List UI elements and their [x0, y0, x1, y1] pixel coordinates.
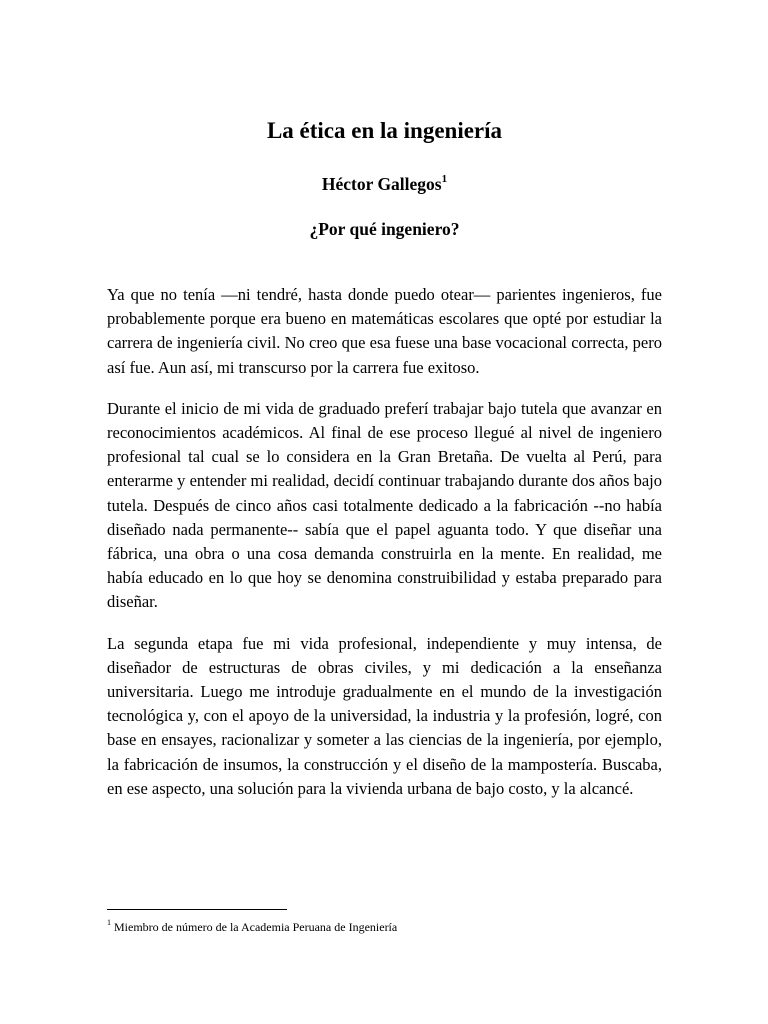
paragraph-3: La segunda etapa fue mi vida profesional, independiente y muy intensa, de diseñador de estructuras de obras civiles, y mi dedicación a la enseñanza universitaria. Luego me introduje gradualmente en el mundo de la investigación tecnológica y, con el apoyo de la universidad, la industria y la profesión, logré, con base en ensayes, racionalizar y someter a las ciencias de la ingeniería, por ejemplo, la fabricación de insumos, la construcción y el diseño de la mampostería. Buscaba, en ese aspecto, una solución para la vivienda urbana de bajo costo, y la alcancé.	[107, 633, 662, 798]
section-heading: ¿Por qué ingeniero?	[309, 219, 460, 239]
footnote-reference[interactable]: 1	[441, 173, 448, 185]
paragraph-1: Ya que no tenía —ni tendré, hasta donde puedo otear— parientes ingenieros, fue probablemente porque era bueno en matemáticas escolares que opté por estudiar la carrera de ingeniería civil. No creo que esa fuese una base vocacional correcta, pero así fue. Aun así, mi transcurso por la carrera fue exitoso.	[107, 285, 662, 377]
paragraph-2: Durante el inicio de mi vida de graduado preferí trabajar bajo tutela que avanzar en reconocimientos académicos. Al final de ese proceso llegué al nivel de ingeniero profesional tal cual se lo considera en la Gran Bretaña. De vuelta al Perú, para enterarme y entender mi realidad, decidí continuar trabajando durante dos años bajo tutela. Después de cinco años casi totalmente dedicado a la fabricación --no había diseñado nada permanente-- sabía que el papel aguanta todo. Y que diseñar una fábrica, una obra o una cosa demanda construirla en la mente. En realidad, me había educado en lo que hoy se denomina construibilidad y estaba preparado para diseñar.	[107, 398, 662, 612]
document-page	[107, 0, 662, 1024]
author-name: Héctor Gallegos	[321, 173, 442, 194]
document-body	[107, 283, 662, 818]
document-title: La ética en la ingeniería	[266, 118, 503, 143]
footnote-divider	[107, 909, 287, 910]
footnote-mark: 1	[107, 918, 111, 927]
author-line	[107, 168, 662, 196]
footnote	[107, 916, 662, 935]
footnote-text: Miembro de número de la Academia Peruana de Ingeniería	[114, 920, 398, 934]
